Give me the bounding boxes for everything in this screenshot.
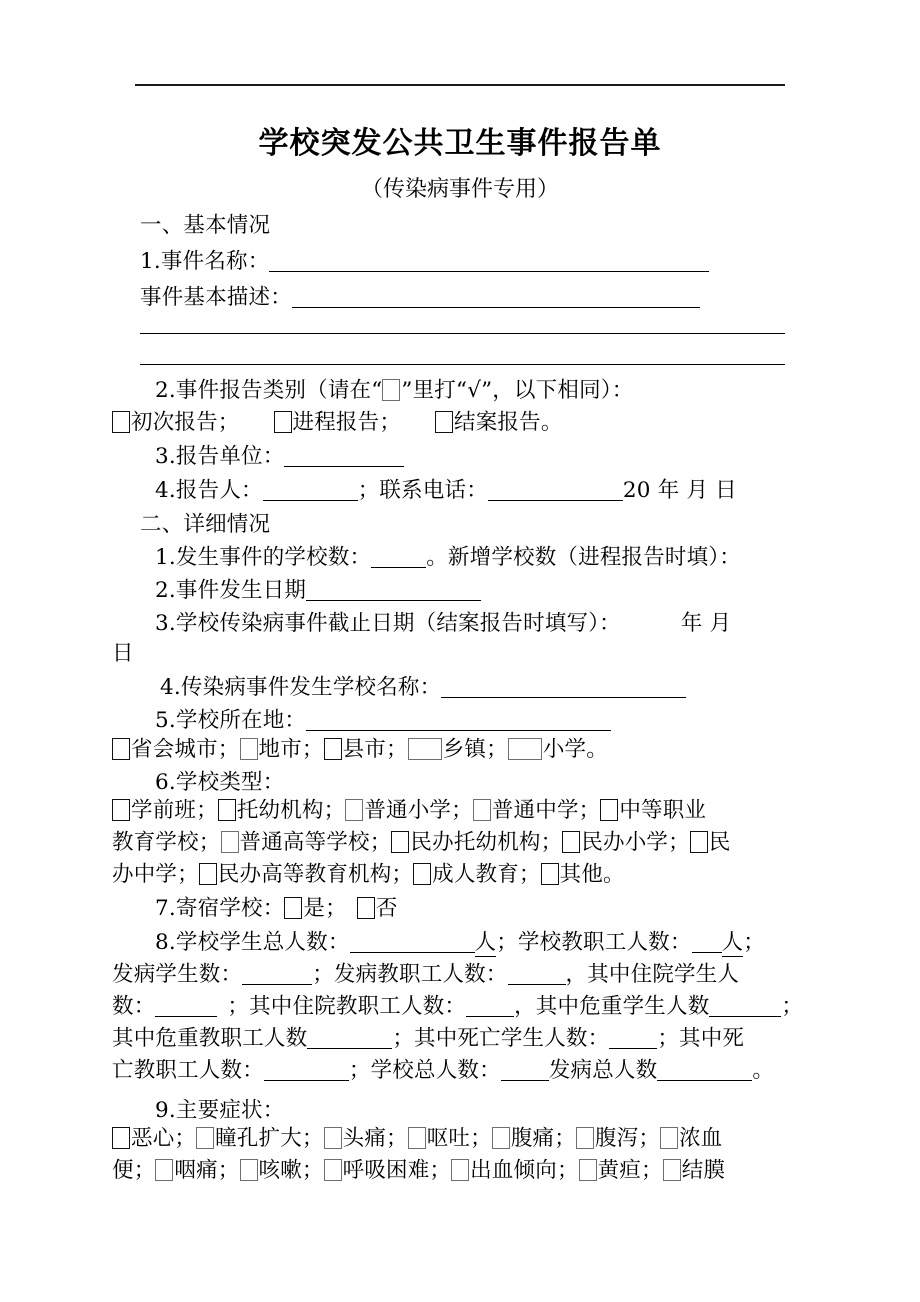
checkbox-ordinary-higher[interactable] (221, 831, 239, 853)
field-end-date-day[interactable]: 日 (112, 641, 134, 666)
checkbox-final-report[interactable] (435, 411, 453, 433)
checkbox-abdominal-pain[interactable] (492, 1127, 510, 1149)
checkbox-jaundice[interactable] (579, 1159, 597, 1181)
label-private-middle-wrap: 办中学； (112, 862, 199, 887)
checkbox-boarding-no[interactable] (357, 897, 375, 919)
field-hospitalized-counts: 数： ；其中住院教职工人数： ，其中危重学生人数 ； (112, 994, 804, 1019)
field-phone-input[interactable] (488, 480, 623, 501)
header-rule (135, 84, 785, 86)
label-totals-end: 。 (752, 1058, 775, 1083)
field-student-total-label: 8.学校学生总人数： (155, 930, 350, 955)
checkbox-boarding-yes[interactable] (284, 897, 302, 919)
checkbox-bleeding-tendency[interactable] (451, 1159, 469, 1181)
label-conjunctiva: 结膜 (681, 1158, 726, 1183)
label-jaundice: 黄疸； (597, 1158, 663, 1183)
field-event-date-input[interactable] (306, 580, 481, 601)
label-prefecture-city: 地市； (258, 737, 324, 762)
label-dead-students: ；其中死亡学生人数： (392, 1026, 610, 1051)
field-end-date-value[interactable]: 年 月 (680, 611, 732, 636)
field-report-unit-label: 3.报告单位： (155, 444, 285, 469)
label-dyspnea: 呼吸困难； (342, 1158, 452, 1183)
label-adult-education: 成人教育； (432, 862, 541, 887)
label-diarrhea: 腹泻； (594, 1126, 661, 1151)
checkbox-cough[interactable] (240, 1159, 258, 1181)
field-event-date-label: 2.事件发生日期 (155, 578, 307, 603)
field-reporter-label: 4.报告人： (155, 478, 263, 503)
field-student-total-input[interactable] (350, 932, 475, 953)
checkbox-private-higher[interactable] (199, 863, 217, 885)
checkbox-provincial-city[interactable] (112, 738, 130, 760)
label-bloody-stool-wrap: 便； (112, 1158, 156, 1183)
label-nausea: 恶心； (131, 1126, 197, 1151)
field-school-count-input[interactable] (371, 547, 426, 568)
field-end-date (155, 611, 731, 637)
checkbox-dyspnea[interactable] (324, 1159, 342, 1181)
unit-person-student-total: 人 (474, 930, 497, 955)
field-end-date-label: 3.学校传染病事件截止日期（结案报告时填写）： (155, 611, 621, 636)
label-ordinary-primary: 普通小学； (364, 798, 473, 823)
label-sick-total: 发病总人数 (548, 1058, 658, 1083)
checkbox-sore-throat[interactable] (155, 1159, 173, 1181)
checkbox-pupil-dilation[interactable] (196, 1127, 214, 1149)
field-school-location-label: 5.学校所在地： (155, 708, 307, 733)
label-final-report: 结案报告。 (454, 410, 563, 435)
label-hospitalized-staff: ；其中住院教职工人数： (227, 994, 467, 1019)
field-critical-death-counts (112, 1026, 744, 1052)
page-title: 学校突发公共卫生事件报告单 (258, 126, 662, 161)
field-staff-total-input[interactable] (692, 932, 722, 953)
checkbox-headache[interactable] (324, 1127, 342, 1149)
field-sick-counts (112, 962, 739, 988)
field-report-date[interactable]: 20 年 月 日 (622, 478, 737, 503)
field-school-count (155, 545, 741, 571)
checkbox-bloody-stool[interactable] (660, 1127, 678, 1149)
checkbox-preschool-class[interactable] (112, 799, 130, 821)
checkbox-private-middle[interactable] (690, 831, 708, 853)
field-school-name-label: 4.传染病事件发生学校名称： (160, 675, 442, 700)
checkbox-primary-area[interactable] (508, 738, 542, 760)
field-school-name-input[interactable] (441, 677, 686, 698)
report-category-sample-checkbox (382, 379, 400, 401)
school-type-options-row2 (112, 830, 731, 856)
report-category-options (112, 410, 563, 436)
symptom-options-row2 (112, 1158, 725, 1184)
label-private-childcare: 民办托幼机构； (410, 830, 563, 855)
field-hospitalized-staff-input[interactable] (466, 996, 514, 1017)
field-sick-total-input[interactable] (657, 1060, 752, 1081)
label-provincial-city: 省会城市； (131, 737, 240, 762)
section-basic-heading: 一、基本情况 (140, 213, 271, 238)
label-boarding-no: 否 (375, 896, 398, 921)
field-boarding-school-label: 7.寄宿学校： (155, 896, 285, 921)
field-new-school-count-label: 。新增学校数（进程报告时填）： (426, 545, 741, 570)
field-school-location-input[interactable] (306, 710, 611, 731)
label-township: 乡镇； (442, 737, 508, 762)
field-staff-total-label: ；学校教职工人数： (496, 930, 692, 955)
checkbox-conjunctiva[interactable] (663, 1159, 681, 1181)
field-dead-staff-input[interactable] (264, 1060, 349, 1081)
label-pupil-dilation: 瞳孔扩大； (215, 1126, 324, 1151)
label-sick-staff: ；发病教职工人数： (312, 962, 508, 987)
field-school-name (160, 675, 686, 701)
field-report-unit (155, 444, 404, 470)
label-bloody-stool: 浓血 (679, 1126, 723, 1151)
field-dead-students-input[interactable] (609, 1028, 657, 1049)
field-boarding-school (155, 896, 398, 922)
school-location-options (112, 737, 608, 763)
field-event-desc-line3[interactable] (140, 364, 785, 365)
checkbox-vocational-school[interactable] (600, 799, 618, 821)
label-preschool-class: 学前班； (131, 798, 218, 823)
field-event-name-label: 1.事件名称： (140, 249, 270, 274)
checkbox-initial-report[interactable] (112, 411, 130, 433)
field-report-unit-input[interactable] (284, 446, 404, 467)
school-type-options-row1 (112, 798, 706, 824)
field-reporter (155, 478, 737, 504)
label-ordinary-higher: 普通高等学校； (239, 830, 392, 855)
checkbox-progress-report[interactable] (274, 411, 292, 433)
field-event-desc-input[interactable] (292, 287, 700, 308)
checkbox-diarrhea[interactable] (576, 1127, 594, 1149)
label-critical-students: ，其中危重学生人数 (514, 994, 710, 1019)
checkbox-township[interactable] (408, 738, 442, 760)
field-sick-students-input[interactable] (242, 964, 312, 985)
field-school-total-input[interactable] (501, 1060, 549, 1081)
label-vocational-school: 中等职业 (619, 798, 707, 823)
label-sore-throat: 咽痛； (174, 1158, 240, 1183)
field-event-date (155, 578, 481, 604)
field-event-name-input[interactable] (269, 251, 709, 272)
checkbox-ordinary-middle[interactable] (473, 799, 491, 821)
checkbox-private-primary[interactable] (562, 831, 580, 853)
label-headache: 头痛； (342, 1126, 408, 1151)
field-main-symptoms-label: 9.主要症状： (155, 1098, 285, 1123)
field-hospitalized-students-input[interactable] (155, 996, 217, 1017)
label-county-city: 县市； (342, 737, 408, 762)
report-category-suffix: ”里打“√”，以下相同）： (401, 378, 634, 403)
checkbox-other-school-type[interactable] (541, 863, 559, 885)
label-initial-report: 初次报告； (131, 410, 240, 435)
unit-person-staff-total: 人 (721, 930, 744, 955)
checkbox-vomiting[interactable] (408, 1127, 426, 1149)
field-event-desc-label: 事件基本描述： (140, 285, 292, 310)
field-school-location (155, 708, 611, 734)
field-critical-staff-input[interactable] (307, 1028, 392, 1049)
field-critical-students-input[interactable] (709, 996, 781, 1017)
field-totals (112, 1058, 774, 1084)
section-detail-heading: 二、详细情况 (140, 512, 271, 537)
field-event-desc (140, 285, 700, 311)
field-student-totals: 8.学校学生总人数： 人；学校教职工人数： 人； (155, 930, 765, 955)
label-vomiting: 呕吐； (426, 1126, 492, 1151)
label-vocational-school-wrap: 教育学校； (112, 830, 221, 855)
label-primary-area: 小学。 (542, 737, 608, 762)
checkbox-prefecture-city[interactable] (240, 738, 258, 760)
checkbox-ordinary-primary[interactable] (345, 799, 363, 821)
label-other-school-type: 其他。 (559, 862, 625, 887)
field-school-type-label: 6.学校类型： (155, 770, 285, 795)
label-private-primary: 民办小学； (581, 830, 690, 855)
checkbox-county-city[interactable] (324, 738, 342, 760)
field-reporter-input[interactable] (263, 480, 358, 501)
label-hospitalized-students: 数： (112, 994, 156, 1019)
label-sick-students: 发病学生数： (112, 962, 243, 987)
school-type-options-row3 (112, 862, 625, 888)
report-category-prefix: 2.事件报告类别（请在“ (155, 378, 383, 403)
symptom-options-row1 (112, 1126, 722, 1152)
label-childcare-institution: 托幼机构； (236, 798, 346, 823)
checkbox-adult-education[interactable] (413, 863, 431, 885)
checkbox-nausea[interactable] (112, 1127, 130, 1149)
label-progress-report: 进程报告； (292, 410, 402, 435)
field-school-count-label: 1.发生事件的学校数： (155, 545, 372, 570)
checkbox-childcare-institution[interactable] (218, 799, 236, 821)
label-dead-staff-wrap: ；其中死 (657, 1026, 745, 1051)
label-dead-staff: 亡教职工人数： (112, 1058, 264, 1083)
label-boarding-yes: 是； (303, 896, 347, 921)
label-school-total: ；学校总人数： (348, 1058, 501, 1083)
field-sick-staff-input[interactable] (508, 964, 566, 985)
label-bleeding-tendency: 出血倾向； (470, 1158, 579, 1183)
label-ordinary-middle: 普通中学； (491, 798, 601, 823)
label-hospitalized-students-wrap: ，其中住院学生人 (565, 962, 740, 987)
label-cough: 咳嗽； (258, 1158, 324, 1183)
field-phone-label: ；联系电话： (357, 478, 488, 503)
label-private-middle: 民 (708, 830, 731, 855)
page-subtitle: （传染病事件专用） (360, 177, 559, 202)
field-report-category (155, 378, 633, 404)
field-event-name (140, 249, 709, 275)
label-abdominal-pain: 腹痛； (510, 1126, 576, 1151)
checkbox-private-childcare[interactable] (391, 831, 409, 853)
label-critical-staff: 其中危重教职工人数 (112, 1026, 308, 1051)
label-private-higher: 民办高等教育机构； (217, 862, 414, 887)
field-event-desc-line2[interactable] (140, 333, 785, 334)
